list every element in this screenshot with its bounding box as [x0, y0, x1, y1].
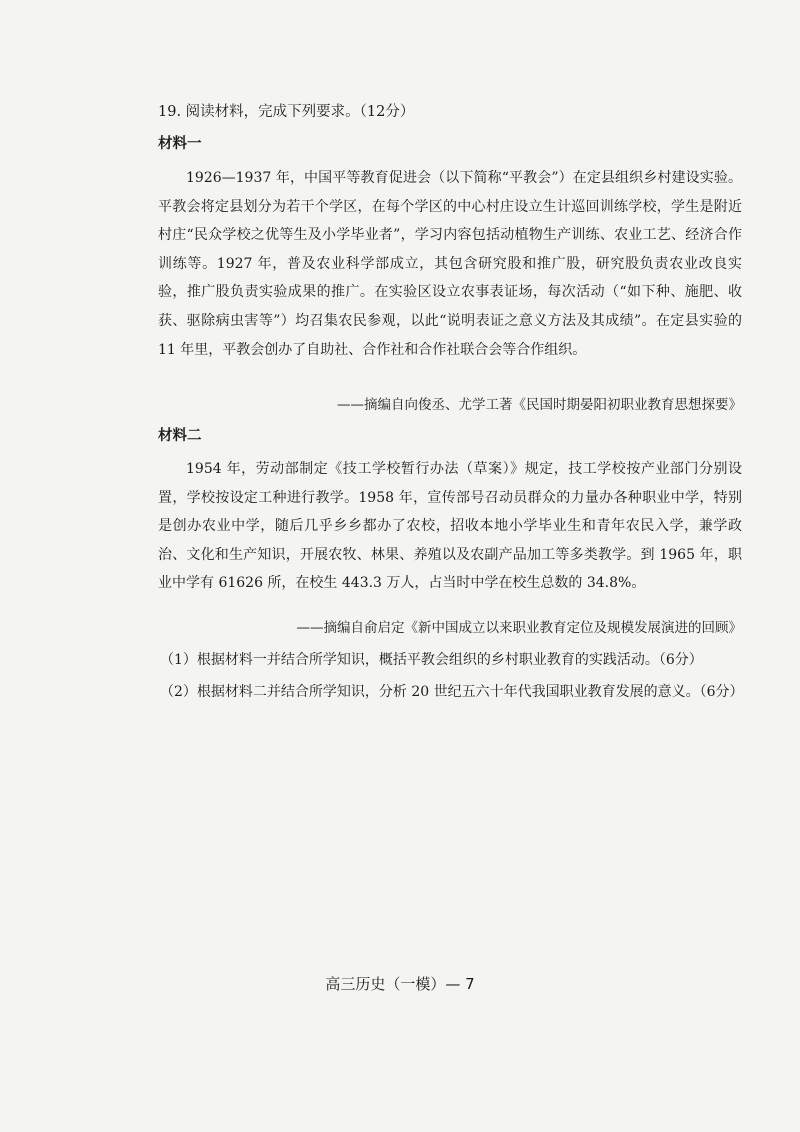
- material-1-title: 材料一: [158, 135, 202, 152]
- material-2-body: 1954 年，劳动部制定《技工学校暂行办法（草案）》规定，技工学校按产业部门分别设置，学校按设定工种进行教学。1958 年，宣传部号召动员群众的力量办各种职业中学，特别是创办农业中学，随后几乎乡乡都办了农校，招收本地小学毕业生和青年农民入学，兼学政治、文化和生产知识，开展农牧、林果、养殖以及农副产品加工等多类教学。到 1965 年，职业中学有 61626 所，在校生 443.3 万人，占当时中学在校生总数的 34.8%。: [158, 461, 742, 592]
- question-header: 19. 阅读材料，完成下列要求。（12分）: [158, 104, 415, 120]
- task-1: （1）根据材料一并结合所学知识，概括平教会组织的乡村职业教育的实践活动。（6分）: [160, 652, 703, 668]
- material-1-source: ——摘编自向俊丞、尤学工著《民国时期晏阳初职业教育思想探要》: [337, 397, 742, 413]
- material-2-title: 材料二: [158, 427, 202, 444]
- material-1-body: 1926—1937 年，中国平等教育促进会（以下简称“平教会”）在定县组织乡村建设实验。平教会将定县划分为若干个学区，在每个学区的中心村庄设立生计巡回训练学校，学生是附近村庄“民众学校之优等生及小学毕业者”，学习内容包括动植物生产训练、农业工艺、经济合作训练等。1927 年，普及农业科学部成立，其包含研究股和推广股，研究股负责农业改良实验，推广股负责实验成果的推广。在实验区设立农事表证场，每次活动（“如下种、施肥、收获、驱除病虫害等”）均召集农民参观，以此“说明表证之意义方法及其成绩”。在定县实验的 11 年里，平教会创办了自助社、合作社和合作社联合会等合作组织。: [158, 170, 742, 358]
- page-footer: 高三历史（一模）— 7: [325, 975, 475, 993]
- material-2-source: ——摘编自俞启定《新中国成立以来职业教育定位及规模发展演进的回顾》: [296, 620, 742, 636]
- task-2: （2）根据材料二并结合所学知识，分析 20 世纪五六十年代我国职业教育发展的意义。（6分）: [160, 684, 744, 700]
